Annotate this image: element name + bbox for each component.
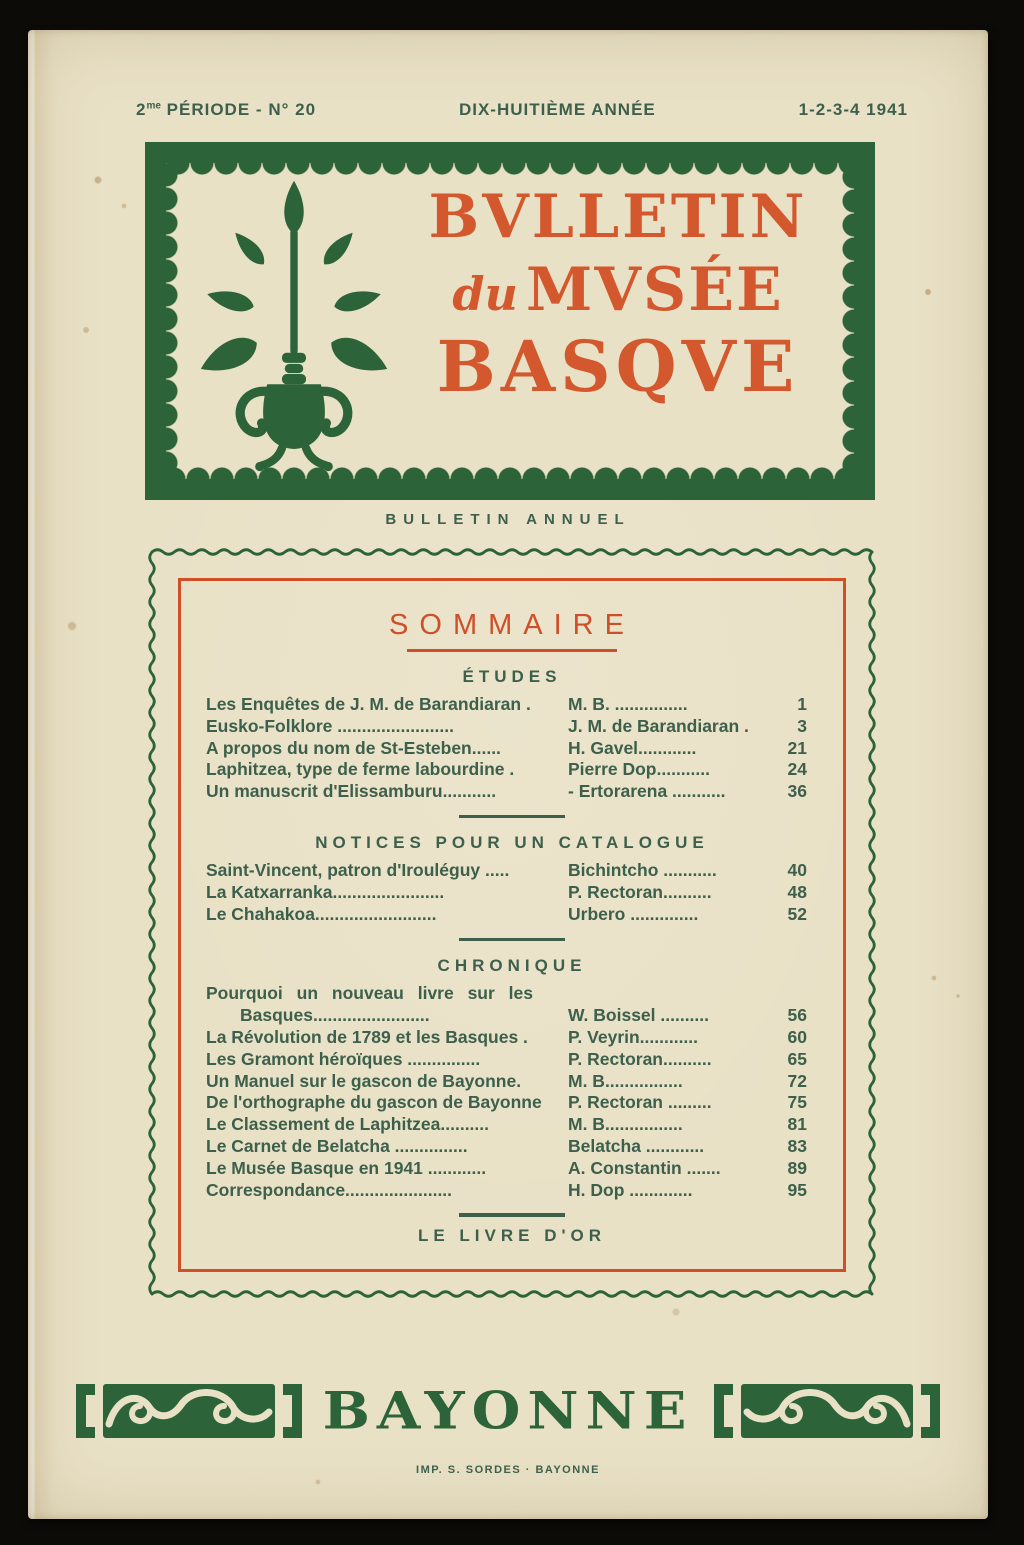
masthead-title: [390, 182, 846, 408]
toc-entry-title: Le Carnet de Belatcha ...............: [206, 1135, 468, 1156]
toc-row: [181, 759, 843, 781]
toc-row: [181, 904, 843, 926]
toc-entry-title: Eusko-Folklore ........................: [206, 715, 454, 736]
annual-subtitle: BULLETIN ANNUEL: [385, 511, 631, 528]
toc-entry-title: Basques........................: [240, 1005, 430, 1026]
toc-row: [181, 860, 843, 882]
toc-entry-title: Les Enquêtes de J. M. de Barandiaran .: [206, 694, 531, 714]
bracket-ornament-icon: [283, 1382, 305, 1440]
toc-entry-page: 36: [787, 781, 807, 802]
bracket-ornament-icon: [921, 1382, 943, 1440]
sommaire-inner-box: [178, 578, 846, 1272]
section-heading: ÉTUDES: [462, 667, 562, 686]
sommaire-underline: [407, 649, 617, 652]
masthead-frame: [145, 142, 875, 500]
scallop-border-left: [166, 163, 178, 479]
toc-entry-title: De l'orthographe du gascon de Bayonne: [206, 1092, 542, 1113]
issue-header: [136, 100, 908, 120]
toc-entry-title: A propos du nom de St-Esteben......: [206, 737, 501, 758]
toc-row: [181, 1114, 843, 1136]
toc-entry-page: 52: [787, 904, 807, 925]
toc-entry-title: Le Musée Basque en 1941 ............: [206, 1157, 487, 1178]
toc-entry-author: J. M. de Barandiaran .: [568, 715, 749, 736]
printer-imprint: IMP. S. SORDES · BAYONNE: [416, 1464, 600, 1476]
toc-entry-page: 48: [787, 882, 807, 903]
toc-entry-title: Les Gramont héroïques ...............: [206, 1048, 481, 1069]
toc-row: [181, 694, 843, 716]
toc-entry-page: 72: [787, 1070, 807, 1091]
toc-entry-author: M. B................: [568, 1070, 683, 1091]
city-banner: [28, 1382, 988, 1440]
toc-entry-page: 24: [787, 759, 807, 780]
masthead-frame-inner: [166, 163, 854, 479]
toc-entry-author: M. B................: [568, 1114, 683, 1135]
toc-entry-page: 83: [787, 1135, 807, 1156]
section-heading: CHRONIQUE: [437, 956, 587, 976]
issue-number: $2^{me}$ PÉRIODE - N° 20: [136, 100, 317, 119]
table-of-contents: [181, 667, 843, 1201]
scallop-border-top: [166, 163, 854, 175]
toc-entry-page: 21: [787, 737, 807, 758]
section-divider: [459, 938, 565, 942]
toc-entry-author: H. Gavel............: [568, 737, 697, 758]
toc-entry-page: 65: [787, 1048, 807, 1069]
toc-row: [181, 738, 843, 760]
toc-entry-page: 1: [797, 694, 807, 714]
toc-row: [181, 1027, 843, 1049]
toc-row: [181, 1180, 843, 1202]
wave-scroll-ornament-icon: [741, 1382, 913, 1440]
section-divider: [459, 815, 565, 819]
toc-entry-page: 81: [787, 1114, 807, 1135]
sommaire-title: SOMMAIRE: [389, 609, 635, 641]
toc-entry-title: Un manuscrit d'Elissamburu...........: [206, 781, 497, 802]
toc-entry-title: Saint-Vincent, patron d'Irouléguy .....: [206, 860, 510, 881]
toc-row: [181, 781, 843, 803]
toc-entry-title: Correspondance......................: [206, 1179, 453, 1200]
section-divider: [459, 1213, 565, 1217]
toc-entry-title: La Katxarranka.......................: [206, 882, 445, 903]
toc-entry-author: P. Veyrin............: [568, 1026, 699, 1047]
toc-entry-author: P. Rectoran..........: [568, 882, 712, 903]
toc-row: [181, 716, 843, 738]
toc-row: [181, 1005, 843, 1027]
toc-entry-author: Belatcha ............: [568, 1135, 705, 1156]
toc-entry-author: Pierre Dop...........: [568, 759, 710, 780]
toc-entry-title: La Révolution de 1789 et les Basques .: [206, 1026, 528, 1047]
wave-scroll-ornament-icon: [103, 1382, 275, 1440]
toc-entry-page: 56: [787, 1005, 807, 1026]
bulletin-cover-page: [28, 30, 988, 1519]
toc-entry-page: 3: [797, 715, 807, 736]
plant-in-vase-icon: [192, 177, 396, 473]
toc-entry-page: 40: [787, 860, 807, 881]
toc-entry-author: P. Rectoran..........: [568, 1048, 712, 1069]
toc-row: [181, 1136, 843, 1158]
masthead-line1: BVLLETIN: [428, 182, 808, 252]
toc-row: [181, 1049, 843, 1071]
issue-date: 1-2-3-4 1941: [798, 100, 908, 119]
section-heading: NOTICES POUR UN CATALOGUE: [315, 833, 709, 853]
toc-entry-page: 89: [787, 1157, 807, 1178]
toc-entry-author: W. Boissel ..........: [568, 1005, 710, 1026]
toc-entry-title: Un Manuel sur le gascon de Bayonne.: [206, 1070, 522, 1091]
toc-entry-author: H. Dop .............: [568, 1179, 693, 1200]
toc-row: [181, 1071, 843, 1093]
toc-entry-title: Le Classement de Laphitzea..........: [206, 1114, 489, 1135]
city-name: BAYONNE: [322, 1380, 694, 1442]
sommaire-panel: [147, 547, 877, 1299]
bracket-ornament-icon: [711, 1382, 733, 1440]
toc-entry-title: Laphitzea, type de ferme labourdine .: [206, 759, 515, 780]
issue-year: DIX-HUITIÈME ANNÉE: [458, 100, 656, 119]
toc-entry-author: Urbero ..............: [568, 904, 699, 925]
toc-entry-page: 95: [787, 1179, 807, 1200]
toc-row: [181, 1092, 843, 1114]
toc-entry-title-line1: Pourquoi un nouveau livre sur les: [206, 983, 533, 1004]
livre-dor-label: LE LIVRE D'OR: [417, 1225, 607, 1245]
toc-entry-page: 60: [787, 1026, 807, 1047]
masthead-line2: du MVSÉE: [452, 255, 784, 325]
toc-entry-title: Le Chahakoa.........................: [206, 904, 437, 925]
toc-entry-author: Bichintcho ...........: [568, 860, 717, 881]
toc-entry-author: M. B. ...............: [568, 694, 688, 714]
toc-entry-author: A. Constantin .......: [568, 1157, 721, 1178]
toc-row: [181, 882, 843, 904]
toc-entry-author: - Ertorarena ...........: [568, 781, 726, 802]
toc-entry-author: P. Rectoran .........: [568, 1092, 712, 1113]
masthead-line3: BASQVE: [436, 325, 800, 408]
toc-row: [181, 1158, 843, 1180]
bracket-ornament-icon: [73, 1382, 95, 1440]
toc-entry-page: 75: [787, 1092, 807, 1113]
